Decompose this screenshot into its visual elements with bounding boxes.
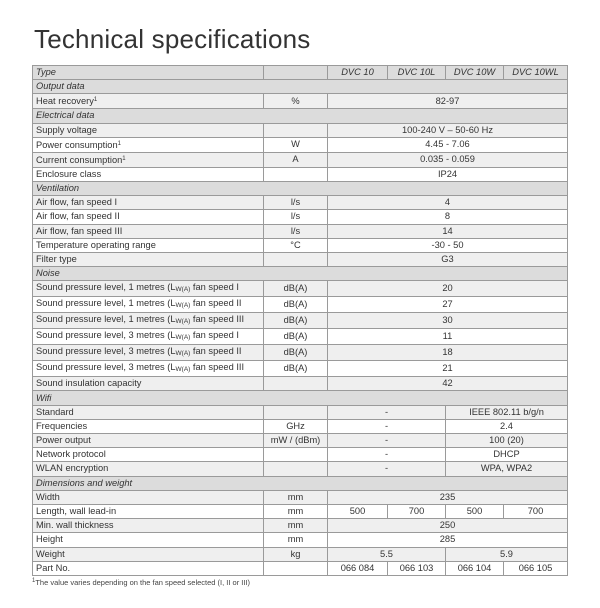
header-row: [33, 66, 568, 80]
type-label: Type: [33, 66, 264, 80]
row-min-wall: Min. wall thickness mm 250: [33, 519, 568, 533]
model-dvc10l: DVC 10L: [388, 66, 446, 80]
row-sound-insulation: Sound insulation capacity 42: [33, 377, 568, 391]
row-current-consumption: Current consumption$^1$ A 0.035 - 0.059: [33, 152, 568, 167]
section-dimensions: Dimensions and weight: [33, 476, 568, 490]
model-dvc10w: DVC 10W: [446, 66, 504, 80]
model-dvc10: DVC 10: [328, 66, 388, 80]
row-spl-3m-speed1: Sound pressure level, 3 metres (LW(A) fan speed I dB(A) 11: [33, 329, 568, 345]
row-airflow-2: Air flow, fan speed II l/s 8: [33, 210, 568, 224]
spec-table: [32, 65, 568, 576]
section-electrical: Electrical data: [33, 109, 568, 123]
row-filter-type: Filter type G3: [33, 252, 568, 266]
row-supply-voltage: Supply voltage 100-240 V – 50-60 Hz: [33, 123, 568, 137]
row-spl-3m-speed2: Sound pressure level, 3 metres (LW(A) fan speed II dB(A) 18: [33, 345, 568, 361]
model-dvc10wl: DVC 10WL: [504, 66, 568, 80]
footnote: $^1$The value varies depending on the fan speed selected (I, II or III): [32, 578, 251, 587]
page-title: Technical specifications: [34, 24, 311, 54]
row-weight: Weight kg 5.5 5.9: [33, 547, 568, 561]
row-heat-recovery: Heat recovery$^1$ % 82-97: [33, 94, 568, 109]
row-enclosure-class: Enclosure class IP24: [33, 167, 568, 181]
unit-header: [264, 66, 328, 80]
row-airflow-1: Air flow, fan speed I l/s 4: [33, 196, 568, 210]
row-temp-range: Temperature operating range °C -30 - 50: [33, 238, 568, 252]
row-spl-3m-speed3: Sound pressure level, 3 metres (LW(A) fan speed III dB(A) 21: [33, 361, 568, 377]
row-length: Length, wall lead-in mm 500 700 500 700: [33, 504, 568, 518]
section-output: Output data: [33, 80, 568, 94]
section-ventilation: Ventilation: [33, 181, 568, 195]
row-wifi-protocol: Network protocol - DHCP: [33, 448, 568, 462]
row-spl-1m-speed3: Sound pressure level, 1 metres (LW(A) fan speed III dB(A) 30: [33, 313, 568, 329]
row-wifi-frequencies: Frequencies GHz - 2.4: [33, 419, 568, 433]
row-wifi-encryption: WLAN encryption - WPA, WPA2: [33, 462, 568, 476]
row-wifi-standard: Standard - IEEE 802.11 b/g/n: [33, 405, 568, 419]
row-spl-1m-speed2: Sound pressure level, 1 metres (LW(A) fan speed II dB(A) 27: [33, 297, 568, 313]
section-wifi: Wifi: [33, 391, 568, 405]
row-power-consumption: Power consumption$^1$ W 4.45 - 7.06: [33, 137, 568, 152]
row-width: Width mm 235: [33, 490, 568, 504]
section-noise: Noise: [33, 267, 568, 281]
row-part-no: Part No. 066 084 066 103 066 104 066 105: [33, 561, 568, 575]
row-wifi-power: Power output mW / (dBm) - 100 (20): [33, 434, 568, 448]
row-spl-1m-speed1: Sound pressure level, 1 metres (LW(A) fan speed I dB(A) 20: [33, 281, 568, 297]
row-height: Height mm 285: [33, 533, 568, 547]
row-airflow-3: Air flow, fan speed III l/s 14: [33, 224, 568, 238]
